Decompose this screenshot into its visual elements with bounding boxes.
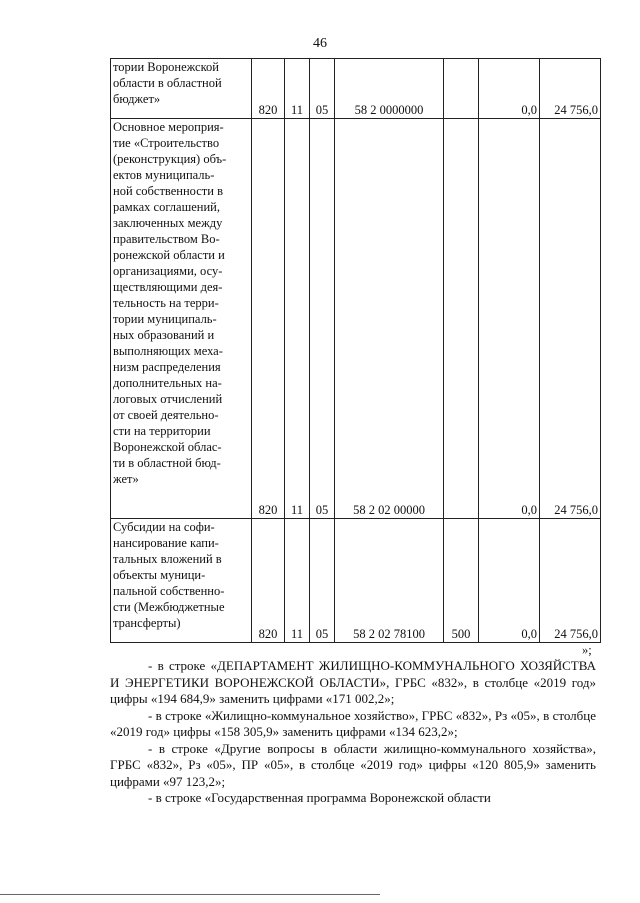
paragraph: - в строке «Другие вопросы в области жилищно-коммунального хозяйства», ГРБС «832», Рз «05», ПР «05», в столбце «2019 год» цифры «120 805,9» заменить цифрами «97 123,2»; <box>110 740 596 789</box>
table-row <box>111 59 601 119</box>
vr-cell <box>444 59 479 119</box>
value-cell: 24 756,0 <box>540 519 601 643</box>
vr-cell <box>444 119 479 519</box>
rz-cell: 11 <box>285 519 310 643</box>
csr-cell: 58 2 02 78100 <box>335 519 444 643</box>
table-row <box>111 119 601 519</box>
paragraph: - в строке «ДЕПАРТАМЕНТ ЖИЛИЩНО-КОММУНАЛЬНОГО ХОЗЯЙСТВА И ЭНЕРГЕТИКИ ВОРОНЕЖСКОЙ ОБЛАСТИ», ГРБС «832», в столбце «2019 год» цифры «194 684,9» заменить цифрами «171 002,2»; <box>110 658 596 706</box>
value-prev-cell: 0,0 <box>479 519 540 643</box>
footer-divider <box>0 894 380 895</box>
pr-cell: 05 <box>310 59 335 119</box>
row-name: тории Воронежской области в областной бюджет» <box>111 59 252 119</box>
page-number: 46 <box>313 36 327 51</box>
budget-table <box>110 58 601 643</box>
row-name: Основное мероприя- тие «Строительство (реконструкция) объ- ектов муниципаль- ной собственности в рамках соглашений, заключенных между правительством Во- ронежской области и организациями, осу- ществляющими дея- тельность на терри- тории муниципаль- ных образований и выполняющих меха- низм распределения дополнительных на- логовых отчислений от своей деятельно- сти на территории Воронежской облас- ти в областной бюд- жет» <box>111 119 252 519</box>
pr-cell: 05 <box>310 519 335 643</box>
paragraph: - в строке «Жилищно-коммунальное хозяйство», ГРБС «832», Рз «05», в столбце «2019 год» цифры «158 305,9» заменить цифрами «134 623,2»; <box>110 707 596 739</box>
paragraph: - в строке «Государственная программа Воронежской области <box>148 790 491 805</box>
table-row <box>111 519 601 643</box>
value-prev-cell: 0,0 <box>479 119 540 519</box>
row-name: Субсидии на софи- нансирование капи- тальных вложений в объекты муници- пальной собственно- сти (Межбюджетные трансферты) <box>111 519 252 643</box>
rz-cell: 11 <box>285 59 310 119</box>
grbs-cell: 820 <box>252 59 285 119</box>
closing-quote: »; <box>582 643 592 657</box>
grbs-cell: 820 <box>252 519 285 643</box>
csr-cell: 58 2 02 00000 <box>335 119 444 519</box>
amendment-text <box>110 658 596 807</box>
rz-cell: 11 <box>285 119 310 519</box>
value-prev-cell: 0,0 <box>479 59 540 119</box>
value-cell: 24 756,0 <box>540 59 601 119</box>
pr-cell: 05 <box>310 119 335 519</box>
vr-cell: 500 <box>444 519 479 643</box>
csr-cell: 58 2 0000000 <box>335 59 444 119</box>
grbs-cell: 820 <box>252 119 285 519</box>
value-cell: 24 756,0 <box>540 119 601 519</box>
